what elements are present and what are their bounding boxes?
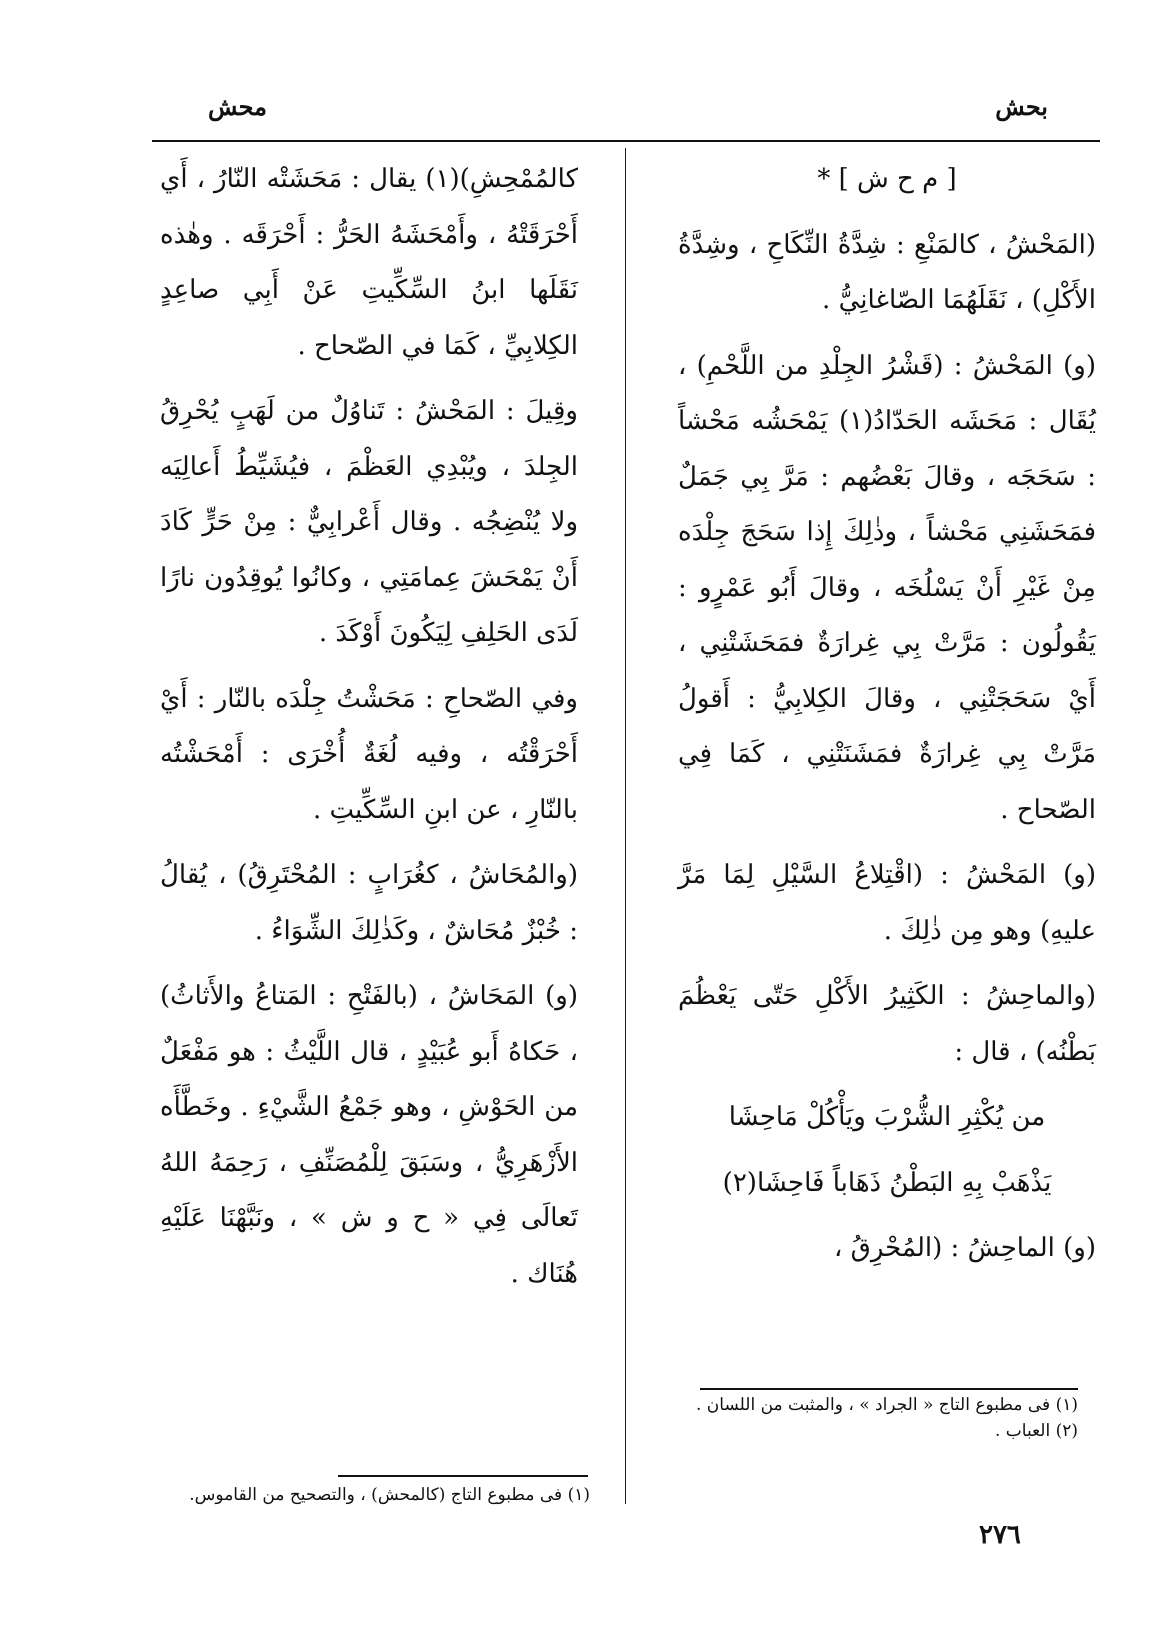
- verse-line: من يُكْثِرِ الشُّرْبَ ويَأْكُلْ مَاحِشَا: [728, 1102, 1046, 1132]
- footnote: (١) فى مطبوع التاج (كالمحش) ، والتصحيح من القاموس.: [189, 1485, 590, 1505]
- entry-heading: [ م ح ش ] *: [817, 164, 957, 194]
- paragraph: وقِيلَ : المَحْشُ : تَناوُلٌ من لَهَبٍ يُحْرِقُ الجِلدَ ، ويُبْدِي العَظْمَ ، فيُشَيِّطُ أَعالِيَه ولا يُنْضِجُه . وقال أَعْرابِيٌّ : مِنْ حَرٍّ كَادَ أَنْ يَمْحَشَ عِمامَتِي ، وكانُوا يُوقِدُون نارًا لَدَى الحَلِفِ لِيَكُونَ أَوْكَدَ .: [160, 396, 578, 648]
- footnote: (١) فى مطبوع التاج « الجراد » ، والمثبت من اللسان .: [696, 1395, 1078, 1415]
- header-rule: [152, 140, 1100, 142]
- footnote-rule: [338, 1475, 588, 1477]
- paragraph: (و) الماحِشُ : (المُحْرِقُ ،: [834, 1233, 1096, 1263]
- page-number: ٢٧٦: [979, 1520, 1021, 1550]
- left-column: [160, 152, 578, 1312]
- paragraph: (و) المَحْشُ : (اقْتِلاعُ السَّيْلِ لِمَا مَرَّ عليهِ) وهو مِن ذٰلِكَ .: [678, 860, 1096, 946]
- header-left-word: محش: [208, 92, 267, 121]
- column-divider: [625, 148, 626, 1504]
- paragraph: (و) المَحْشُ : (قَشْرُ الجِلْدِ من اللَّحْمِ) ، يُقَال : مَحَشَه الحَدّادُ(١) يَمْحَشُه مَحْشاً : سَحَجَه ، وقالَ بَعْضُهم : مَرَّ بِي جَمَلٌ فمَحَشَنِي مَحْشاً ، وذٰلِكَ إِذا سَحَجَ جِلْدَه مِنْ غَيْرِ أَنْ يَسْلُخَه ، وقالَ أَبُو عَمْرٍو : يَقُولُون : مَرَّتْ بِي غِرارَةٌ فمَحَشَتْنِي ، أَيْ سَحَجَتْنِي ، وقالَ الكِلابِيُّ : أَقولُ مَرَّتْ بِي غِرارَةٌ فمَشَنَتْنِي ، كَمَا فِي الصّحاح .: [678, 350, 1096, 825]
- paragraph: (المَحْشُ ، كالمَنْعِ : شِدَّةُ النِّكَاحِ ، وشِدَّةُ الأَكْلِ) ، نَقَلَهُمَا الصّاغانِيُّ .: [678, 229, 1096, 315]
- footnotes-left: [150, 1482, 590, 1508]
- paragraph: وفي الصّحاحِ : مَحَشْتُ جِلْدَه بالنّار : أَيْ أَحْرَقْتُه ، وفيه لُغَةٌ أُخْرَى : أَمْحَشْتُه بالنّارِ ، عن ابنِ السِّكِّيتِ .: [160, 683, 578, 825]
- footnote-rule: [700, 1388, 1078, 1390]
- verse-line: يَذْهَبْ بِهِ البَطْنُ ذَهَاباً فَاحِشَا(٢): [722, 1167, 1052, 1198]
- right-column: [678, 152, 1096, 1287]
- header-right-word: بحش: [995, 92, 1048, 121]
- paragraph: (و) المَحَاشُ ، (بالفَتْحِ : المَتاعُ والأَثاثُ) ، حَكاهُ أَبو عُبَيْدٍ ، قال اللَّيْثُ : هو مَفْعَلٌ من الحَوْشِ ، وهو جَمْعُ الشَّيْءِ . وخَطَّأَه الأَزْهَرِيُّ ، وسَبَقَ لِلْمُصَنِّفِ ، رَحِمَهُ اللهُ تَعالَى فِي « ح و ش » ، ونَبَّهْنَا عَلَيْهِ هُنَاك .: [160, 981, 578, 1289]
- paragraph: (والمُحَاشُ ، كغُرَابٍ : المُحْتَرِقُ) ، يُقالُ : خُبْزٌ مُحَاشٌ ، وكَذٰلِكَ الشِّوَاءُ .: [160, 860, 578, 946]
- footnotes-right: [696, 1392, 1078, 1444]
- footnote: (٢) العباب .: [994, 1421, 1078, 1441]
- paragraph: (والماحِشُ : الكَثِيرُ الأَكْلِ حَتّى يَعْظُمَ بَطْنُه) ، قال :: [678, 981, 1096, 1067]
- paragraph: كالمُمْحِشِ)(١) يقال : مَحَشَتْه النّارُ ، أَي أَحْرَقَتْهُ ، وأَمْحَشَهُ الحَرُّ : أَحْرَقَه . وهٰذه نَقَلَها ابنُ السِّكِّيتِ عَنْ أَبِي صاعِدٍ الكِلابِيِّ ، كَمَا في الصّحاح .: [160, 164, 578, 361]
- verse: [678, 1090, 1096, 1211]
